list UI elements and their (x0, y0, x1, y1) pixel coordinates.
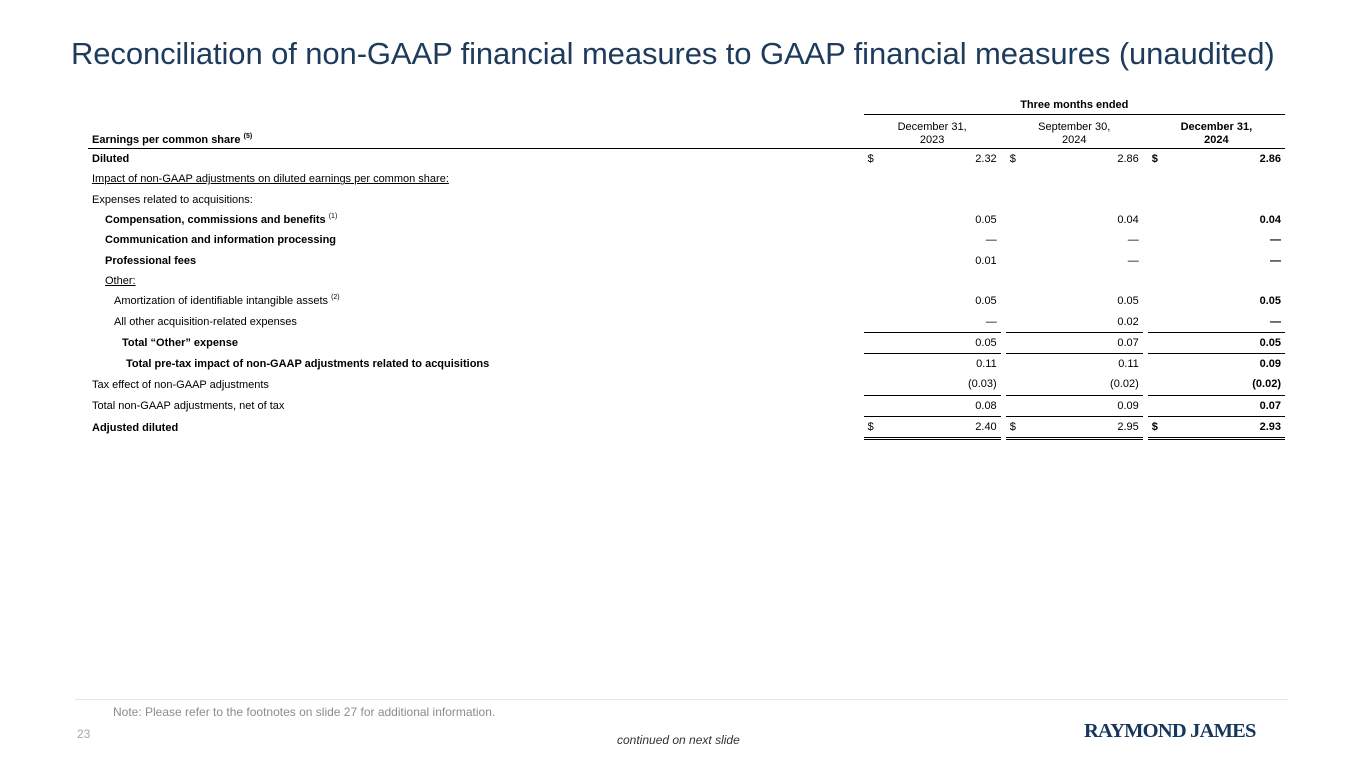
cell-value: 0.02 (1021, 311, 1143, 332)
footnote-note: Note: Please refer to the footnotes on slide 27 for additional information. (113, 705, 496, 719)
currency-sign: $ (1148, 416, 1163, 438)
row-label: Adjusted diluted (92, 421, 179, 434)
cell-value: 0.07 (1021, 332, 1143, 353)
cell-value: 0.09 (1259, 358, 1281, 371)
row-label: Total non-GAAP adjustments, net of tax (92, 399, 285, 412)
table-row (88, 332, 1285, 353)
cell-value: 2.40 (879, 416, 1001, 438)
column-header-sep-2024: September 30, 2024 (1006, 115, 1143, 149)
row-label: Professional fees (105, 254, 197, 267)
table-row (88, 271, 1285, 291)
continued-note: continued on next slide (617, 733, 740, 747)
currency-sign: $ (1009, 153, 1016, 166)
page-number: 23 (77, 727, 91, 741)
cell-value: — (1270, 254, 1281, 267)
footer-divider (75, 699, 1288, 700)
column-header-dec-2024: December 31, 2024 (1148, 115, 1285, 149)
cell-value: — (1270, 234, 1281, 247)
table-row (88, 149, 1285, 170)
cell-value: (0.03) (879, 374, 1001, 395)
cell-value: 2.86 (1259, 153, 1281, 166)
cell-value: 0.08 (879, 395, 1001, 416)
cell-value: 0.05 (879, 332, 1001, 353)
period-header: Three months ended (864, 96, 1285, 115)
cell-value: — (879, 311, 1001, 332)
cell-value: 2.86 (1117, 153, 1139, 166)
row-label: Communication and information processing (105, 234, 337, 247)
table-row (88, 190, 1285, 210)
row-label: Amortization of identifiable intangible assets $^{(2)}$ (114, 294, 340, 308)
table-row (88, 395, 1285, 416)
eps-reconciliation-table (88, 96, 1285, 440)
row-label: Total “Other” expense (122, 336, 238, 349)
cell-value: 2.32 (975, 153, 997, 166)
column-header-dec-2023: December 31, 2023 (864, 115, 1001, 149)
row-label: Expenses related to acquisitions: (92, 193, 253, 206)
table-row (88, 291, 1285, 311)
page-title: Reconciliation of non-GAAP financial measures to GAAP financial measures (unaudited) (71, 36, 1275, 71)
cell-value: 0.05 (975, 295, 997, 308)
cell-value: 0.07 (1163, 395, 1285, 416)
row-label: Total pre-tax impact of non-GAAP adjustments related to acquisitions (126, 357, 490, 370)
table-row (88, 311, 1285, 332)
cell-value: 2.95 (1021, 416, 1143, 438)
cell-value: 0.11 (1118, 358, 1139, 371)
cell-value: 0.04 (1117, 214, 1139, 227)
cell-value: (0.02) (1021, 374, 1143, 395)
cell-value: 0.04 (1259, 214, 1281, 227)
table-row (88, 353, 1285, 374)
cell-value: 0.11 (976, 358, 997, 371)
row-label: Other: (105, 274, 136, 287)
row-label: Diluted (92, 153, 130, 166)
section-label: Earnings per common share $^{(5)}$ (88, 115, 864, 149)
cell-value: (0.02) (1163, 374, 1285, 395)
cell-value: 0.05 (1163, 332, 1285, 353)
cell-value: 0.09 (1021, 395, 1143, 416)
row-label: All other acquisition-related expenses (114, 315, 297, 328)
raymond-james-logo: RAYMOND JAMES (1084, 720, 1256, 742)
row-label: Impact of non-GAAP adjustments on diluted earnings per common share: (92, 173, 449, 186)
cell-value: — (1127, 234, 1139, 247)
table-row (88, 250, 1285, 270)
cell-value: — (1127, 254, 1139, 267)
currency-sign: $ (867, 153, 874, 166)
currency-sign: $ (864, 416, 879, 438)
currency-sign: $ (1006, 416, 1021, 438)
cell-value: 0.01 (975, 254, 997, 267)
table-row (88, 416, 1285, 438)
cell-value: 0.05 (1259, 295, 1281, 308)
cell-value: — (985, 234, 997, 247)
currency-sign: $ (1151, 153, 1158, 166)
table-row (88, 230, 1285, 250)
table-row (88, 169, 1285, 189)
table-row (88, 210, 1285, 230)
table-row (88, 374, 1285, 395)
column-header-row (88, 115, 1285, 149)
row-label: Tax effect of non-GAAP adjustments (92, 378, 269, 391)
cell-value: 0.05 (975, 214, 997, 227)
cell-value: 2.93 (1163, 416, 1285, 438)
cell-value: 0.05 (1117, 295, 1139, 308)
period-header-row (88, 96, 1285, 115)
cell-value: — (1163, 311, 1285, 332)
row-label: Compensation, commissions and benefits $^{(1)}$ (105, 213, 338, 227)
